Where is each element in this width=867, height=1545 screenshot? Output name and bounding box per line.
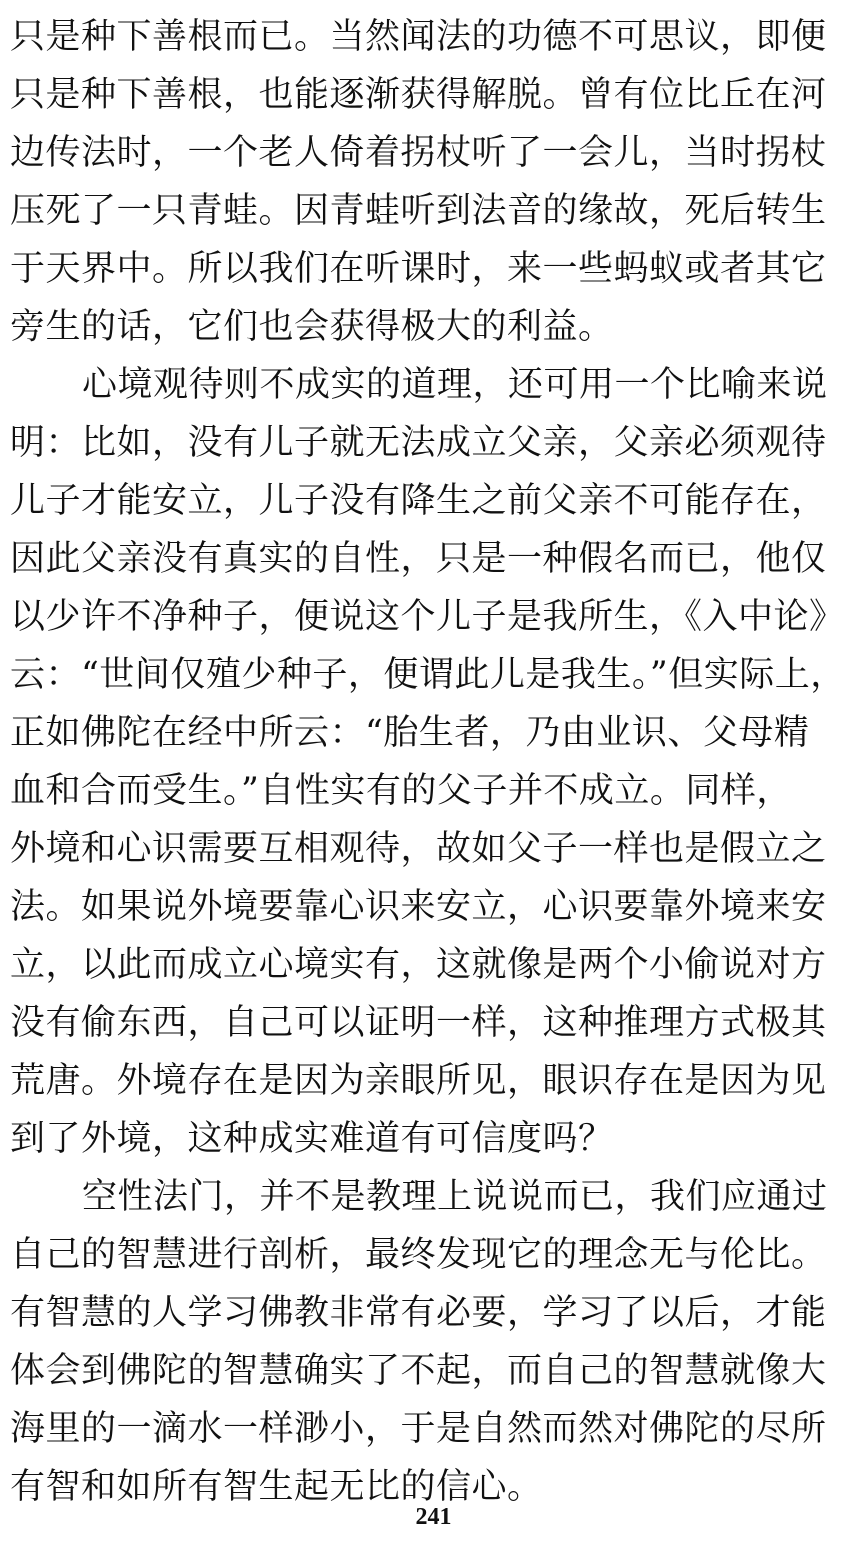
text-line: 边传法时，一个老人倚着拐杖听了一会儿，当时拐杖 [10, 133, 827, 173]
text-line: 因此父亲没有真实的自性，只是一种假名而已，他仅 [10, 539, 827, 579]
body-text [10, 8, 860, 1516]
text-line: 压死了一只青蛙。因青蛙听到法音的缘故，死后转生 [10, 191, 827, 231]
text-line: 云：“世间仅殖少种子，便谓此儿是我生。”但实际上， [10, 655, 846, 695]
text-line: 体会到佛陀的智慧确实了不起，而自己的智慧就像大 [10, 1351, 827, 1391]
text-line: 只是种下善根而已。当然闻法的功德不可思议，即便 [10, 17, 827, 57]
text-line: 荒唐。外境存在是因为亲眼所见，眼识存在是因为见 [10, 1061, 827, 1101]
text-line: 于天界中。所以我们在听课时，来一些蚂蚁或者其它 [10, 249, 827, 289]
text-line: 有智慧的人学习佛教非常有必要，学习了以后，才能 [10, 1293, 827, 1333]
text-line: 法。如果说外境要靠心识来安立，心识要靠外境来安 [10, 887, 827, 927]
paragraph-first-line: 空性法门，并不是教理上说说而已，我们应通过 [82, 1177, 828, 1217]
text-line: 儿子才能安立，儿子没有降生之前父亲不可能存在， [10, 481, 827, 521]
text-line: 有智和如所有智生起无比的信心。 [10, 1467, 543, 1507]
text-line: 正如佛陀在经中所云：“胎生者，乃由业识、父母精 [10, 713, 810, 753]
text-line: 立，以此而成立心境实有，这就像是两个小偷说对方 [10, 945, 827, 985]
text-line: 自己的智慧进行剖析，最终发现它的理念无与伦比。 [10, 1235, 827, 1275]
page-number: 241 [415, 1504, 452, 1530]
text-line: 明：比如，没有儿子就无法成立父亲，父亲必须观待 [10, 423, 827, 463]
text-line: 外境和心识需要互相观待，故如父子一样也是假立之 [10, 829, 827, 869]
text-line: 以少许不净种子，便说这个儿子是我所生，《入中论》 [10, 597, 845, 637]
text-line: 血和合而受生。”自性实有的父子并不成立。同样， [10, 771, 792, 811]
text-line: 旁生的话，它们也会获得极大的利益。 [10, 307, 614, 347]
text-line: 海里的一滴水一样渺小，于是自然而然对佛陀的尽所 [10, 1409, 827, 1449]
paragraph-first-line: 心境观待则不成实的道理，还可用一个比喻来说 [82, 365, 828, 405]
text-line: 到了外境，这种成实难道有可信度吗？ [10, 1119, 614, 1159]
text-line: 只是种下善根，也能逐渐获得解脱。曾有位比丘在河 [10, 75, 827, 115]
text-line: 没有偷东西，自己可以证明一样，这种推理方式极其 [10, 1003, 827, 1043]
